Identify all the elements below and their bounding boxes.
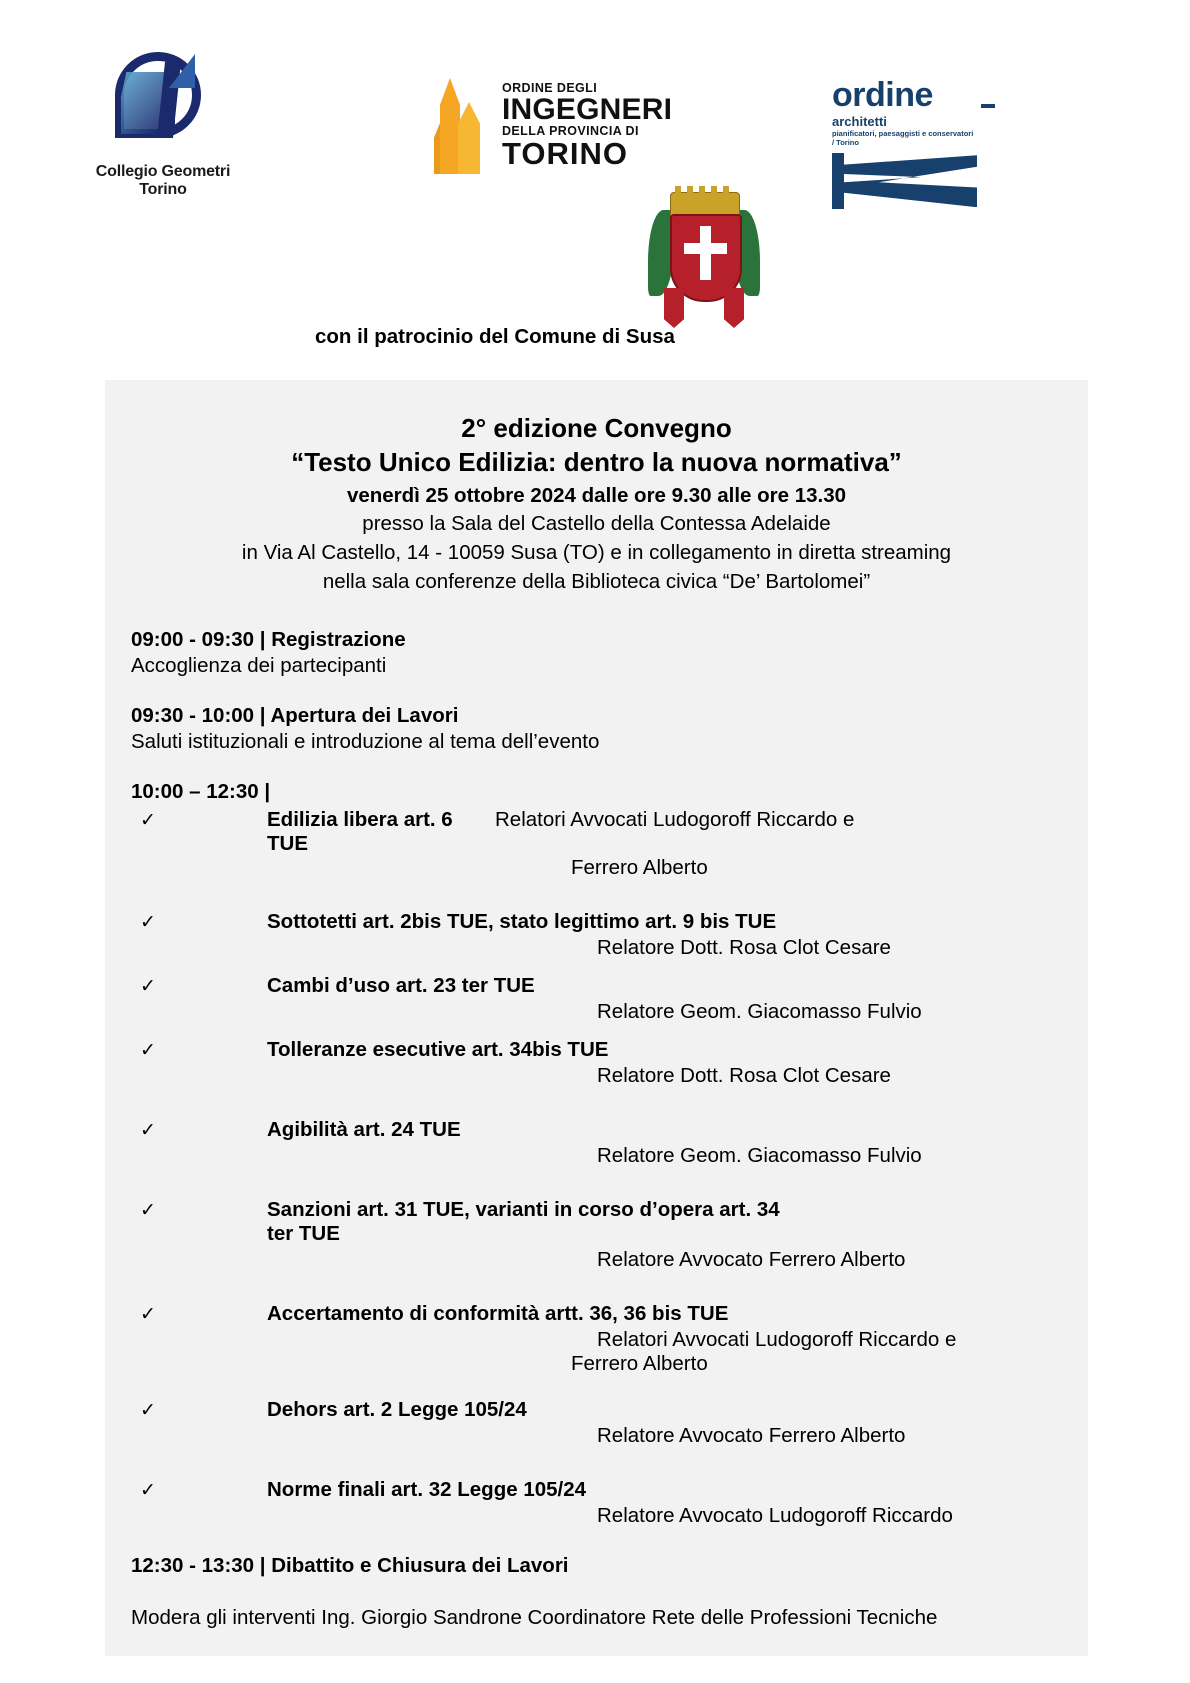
event-streaming-location: nella sala conferenze della Biblioteca civica “De’ Bartolomei”: [322, 569, 871, 593]
event-title-line1: 2° edizione Convegno: [461, 413, 732, 443]
event-date-time: venerdì 25 ottobre 2024 dalle ore 9.30 alle ore 13.30: [346, 483, 847, 507]
topic-title: Norme finali art. 32 Legge 105/24: [267, 1478, 587, 1502]
logo-geometri-caption: Collegio Geometri Torino: [95, 163, 231, 198]
topic-title: Cambi d’uso art. 23 ter TUE: [267, 974, 535, 998]
check-icon: ✓: [140, 1040, 156, 1062]
logo-ingegneri-line4: TORINO: [502, 136, 628, 172]
topic-speaker-continued: Ferrero Alberto: [571, 856, 708, 880]
logo-architetti-sub2: pianificatori, paesaggisti e conservatori / Torino: [832, 129, 974, 147]
list-item: [105, 1478, 1088, 1528]
topic-title: Edilizia libera art. 6 TUE: [267, 808, 453, 856]
event-title-line2: “Testo Unico Edilizia: dentro la nuova normativa”: [291, 446, 902, 477]
topic-speaker: Relatore Geom. Giacomasso Fulvio: [597, 1000, 922, 1024]
agenda-slot-registration-head: 09:00 - 09:30 | Registrazione: [131, 628, 406, 652]
logo-architetti-word: [832, 78, 977, 112]
topic-title: Accertamento di conformità artt. 36, 36 bis TUE: [267, 1302, 729, 1326]
topic-speaker: Relatori Avvocati Ludogoroff Riccardo e: [495, 808, 855, 832]
list-item: [105, 1398, 1088, 1448]
logo-ordine-ingegneri-torino: [430, 78, 672, 174]
agenda-slot-closing-head: 12:30 - 13:30 | Dibattito e Chiusura dei Lavori: [131, 1554, 569, 1578]
topic-title: Sottotetti art. 2bis TUE, stato legittimo art. 9 bis TUE: [267, 910, 777, 934]
check-icon: ✓: [140, 1120, 156, 1142]
check-icon: ✓: [140, 810, 156, 832]
topic-speaker: Relatore Avvocato Ludogoroff Riccardo: [597, 1504, 953, 1528]
logo-architetti-word-text: ordine: [832, 76, 933, 114]
agenda-moderator-note: Modera gli interventi Ing. Giorgio Sandrone Coordinatore Rete delle Professioni Tecniche: [131, 1606, 938, 1630]
list-item: [105, 974, 1088, 1024]
agenda-slot-registration-body: Accoglienza dei partecipanti: [131, 654, 387, 678]
topic-speaker: Relatore Geom. Giacomasso Fulvio: [597, 1144, 922, 1168]
agenda-slot-opening: [105, 704, 1088, 754]
topic-speaker: Relatore Avvocato Ferrero Alberto: [597, 1424, 906, 1448]
ingegneri-flame-icon: [430, 78, 486, 174]
list-item: [105, 1038, 1088, 1088]
logo-collegio-geometri-torino: [78, 48, 248, 199]
agenda-slot-opening-body: Saluti istituzionali e introduzione al tema dell’evento: [131, 730, 600, 754]
event-venue: presso la Sala del Castello della Contessa Adelaide: [362, 512, 831, 536]
event-address: in Via Al Castello, 14 - 10059 Susa (TO) e in collegamento in diretta streaming: [241, 540, 952, 564]
logo-ingegneri-line1: ORDINE DEGLI: [502, 81, 598, 96]
topic-speaker-continued: Ferrero Alberto: [571, 1352, 708, 1376]
topic-title: Tolleranze esecutive art. 34bis TUE: [267, 1038, 609, 1062]
patrocinio-text: con il patrocinio del Comune di Susa: [315, 325, 675, 348]
check-icon: ✓: [140, 1400, 156, 1422]
list-item: [105, 1302, 1088, 1376]
stemma-comune-di-susa-icon: [648, 192, 760, 330]
check-icon: ✓: [140, 912, 156, 934]
topic-title: Agibilità art. 24 TUE: [267, 1118, 461, 1142]
topic-speaker: Relatore Avvocato Ferrero Alberto: [597, 1248, 906, 1272]
check-icon: ✓: [140, 1200, 156, 1222]
list-item: [105, 1118, 1088, 1168]
check-icon: ✓: [140, 1304, 156, 1326]
agenda-slot-registration: [105, 628, 1088, 678]
topic-speaker: Relatore Dott. Rosa Clot Cesare: [597, 936, 891, 960]
agenda-slot-sessions-head: 10:00 – 12:30 |: [131, 780, 271, 804]
list-item: [105, 910, 1088, 960]
topics-list: [105, 808, 1088, 1528]
dash-icon: [981, 104, 995, 108]
event-panel: [105, 380, 1088, 1656]
logo-architetti-sub1: architetti: [832, 114, 887, 129]
logo-ordine-architetti-torino: [832, 78, 977, 209]
topic-speaker: Relatori Avvocati Ludogoroff Riccardo e: [597, 1328, 957, 1352]
list-item: [105, 1198, 1088, 1272]
topic-speaker: Relatore Dott. Rosa Clot Cesare: [597, 1064, 891, 1088]
check-icon: ✓: [140, 976, 156, 998]
collegio-geometri-icon: [109, 48, 217, 156]
logo-ingegneri-line3: DELLA PROVINCIA DI: [502, 124, 639, 139]
agenda: [105, 628, 1088, 1630]
architetti-graphic-icon: [832, 153, 977, 209]
event-title-block: [105, 398, 1088, 600]
list-item: [105, 808, 1088, 880]
topic-title: Dehors art. 2 Legge 105/24: [267, 1398, 527, 1422]
check-icon: ✓: [140, 1480, 156, 1502]
logo-ingegneri-line2: INGEGNERI: [502, 92, 673, 126]
agenda-slot-opening-head: 09:30 - 10:00 | Apertura dei Lavori: [131, 704, 459, 728]
header-logos: [0, 0, 1190, 348]
agenda-slot-closing: [105, 1554, 1088, 1630]
topic-title: Sanzioni art. 31 TUE, varianti in corso d’opera art. 34 ter TUE: [267, 1198, 780, 1246]
agenda-slot-sessions: [105, 780, 1088, 804]
